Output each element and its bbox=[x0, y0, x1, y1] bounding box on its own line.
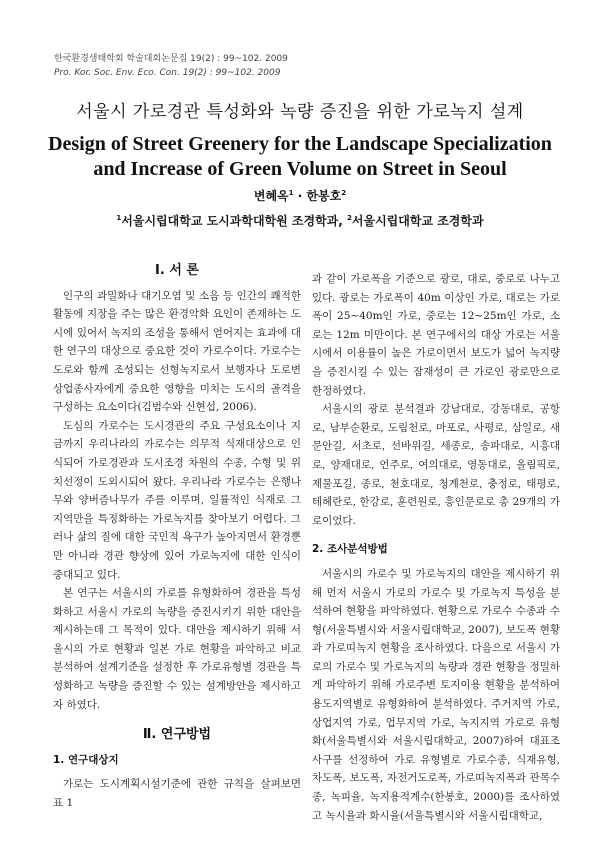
subsection-heading-analysis-method: 2. 조사분석방법 bbox=[312, 543, 388, 556]
affiliation-2-mark: 2 bbox=[347, 214, 352, 222]
paper-title-korean: 서울시 가로경관 특성화와 녹량 증진을 위한 가로녹지 설계 bbox=[76, 102, 524, 122]
section-heading-methods: Ⅱ. 연구방법 bbox=[142, 727, 212, 743]
journal-line-ko: 한국환경생태학회 학술대회논문집 19(2) : 99~102. 2009 bbox=[54, 54, 288, 64]
paper-title-english bbox=[30, 132, 570, 182]
author-1-affil-mark: 1 bbox=[288, 189, 294, 197]
journal-line-en: Pro. Kor. Soc. Env. Eco. Con. 19(2) : 99~102. 2009 bbox=[54, 68, 281, 78]
author-separator: · bbox=[293, 189, 307, 203]
intro-paragraph-1: 인구의 과밀화나 대기오염 및 소음 등 인간의 쾌적한 활동에 지장을 주는 많은 환경악화 요인이 존재하는 도시에 있어서 녹지의 조성을 통해서 얻어지는 효과에 대한 연구의 대상으로 중요한 것이 가로수이다. 가로수는 도로와 함께 조성되는 선형녹지로서 보행자나 도로변 상업종사자에게 중요한 영향을 미치는 도시의 골격을 구성하는 요소이다(김범수와 신현섭, 2006). bbox=[53, 289, 301, 414]
study-site-paragraph-continued: 과 같이 가로폭을 기준으로 광로, 대로, 중로로 나누고 있다. 광로는 가로폭이 40m 이상인 가로, 대로는 가로폭이 25~40m인 가로, 중로는 12~25m인 가로, 소로는 12m 미만이다. 본 연구에서의 대상 가로는 서울시에서 이용률이 높은 가로이면서 보도가 넓어 녹지량을 증진시킬 수 있는 잠재성이 큰 가로인 광로만으로 한정하였다. bbox=[312, 273, 560, 397]
author-2: 한봉호 bbox=[306, 189, 342, 203]
affiliation-2: 서울시립대학교 조경학과 bbox=[351, 214, 484, 228]
affiliation-1-mark: 1 bbox=[116, 214, 122, 222]
street-list-paragraph: 서울시의 광로 분석결과 강남대로, 강동대로, 공항로, 남부순환로, 도림천로, 마포로, 사평로, 삼일로, 새문안길, 서초로, 선바위길, 세종로, 송파대로, 시흥대로, 양재대로, 언주로, 여의대로, 영동대로, 올림픽로, 제물포길, 종로, 천호대로, 청계천로, 충정로, 태평로, 테헤란로, 한강로, 훈련원로, 흥인문로로 총 29개의 가로이었다. bbox=[312, 403, 560, 527]
left-column bbox=[53, 262, 301, 813]
author-list bbox=[0, 187, 600, 204]
subsection-heading-study-site: 1. 연구대상지 bbox=[53, 753, 119, 766]
paper-title-english-line1: Design of Street Greenery for the Landscape Specialization bbox=[48, 133, 552, 155]
intro-paragraph-2: 도심의 가로수는 도시경관의 주요 구성요소이나 지금까지 우리나라의 가로수는 의무적 식재대상으로 인식되어 가로경관과 도시조경 차원의 수종, 수형 및 위치선정이 도외시되어 왔다. 우리나라 가로수는 은행나무와 양버즘나무가 주를 이루며, 일률적인 식재로 그 지역만을 특징화하는 가로녹지를 찾아보기 어렵다. 그러나 삶의 질에 대한 국민적 욕구가 높아지면서 환경뿐만 아니라 경관 향상에 있어 가로녹지에 대한 인식이 중대되고 있다. bbox=[53, 419, 301, 581]
affiliations bbox=[0, 212, 600, 229]
journal-header bbox=[54, 52, 288, 80]
author-1: 변혜옥 bbox=[253, 189, 289, 203]
author-2-affil-mark: 2 bbox=[341, 189, 347, 197]
right-column bbox=[312, 270, 560, 825]
affiliation-1: 서울시립대학교 도시과학대학원 조경학과, bbox=[121, 214, 348, 228]
analysis-method-paragraph: 서울시의 가로수 및 가로녹지의 대안을 제시하기 위해 먼저 서울시 가로의 가로수 및 가로녹지 특성을 분석하여 현황을 파악하였다. 현황으로 가로수 수종과 수형(서울특별시와 서울시립대학교, 2007), 보도폭 현황과 가로띠녹지 현황을 조사하였다. 다음으로 서울시 가로의 가로수 및 가로녹지의 녹량과 경관 현황을 정밀하게 파악하기 위해 가로주변 토지이용 현황을 분석하여 용도지역별로 유형화하여 분석하였다. 주거지역 가로, 상업지역 가로, 업무지역 가로, 녹지지역 가로로 유형화(서울특별시와 서울시립대학교, 2007)하여 대표조사구를 선정하여 가로 유형별로 가로수종, 식재유형, 차도폭, 보도폭, 자전거도로폭, 가로띠녹지폭과 관목수종, 녹피율, 녹지용적계수(한봉호, 2000)를 조사하였고 녹시율과 화시율(서울특별시와 서울시립대학교, bbox=[312, 567, 560, 822]
intro-paragraph-3: 본 연구는 서울시의 가로를 유형화하여 경관을 특성화하고 서울시 가로의 녹량을 증진시키기 위한 대안을 제시하는데 그 목적이 있다. 대안을 제시하기 위해 서울시의 가로 현황과 일본 가로 현황을 파악하고 비교 분석하여 설계기준을 설정한 후 가로유형별 경관을 특성화하고 녹량을 증진할 수 있는 설계방안을 제시하고자 하였다. bbox=[53, 587, 301, 711]
study-site-paragraph: 가로는 도시계획시설기준에 관한 규칙을 살펴보면 표 1 bbox=[53, 778, 301, 810]
section-heading-introduction: Ⅰ. 서 론 bbox=[155, 263, 199, 278]
paper-title-english-line2: and Increase of Green Volume on Street in Seoul bbox=[93, 158, 507, 180]
